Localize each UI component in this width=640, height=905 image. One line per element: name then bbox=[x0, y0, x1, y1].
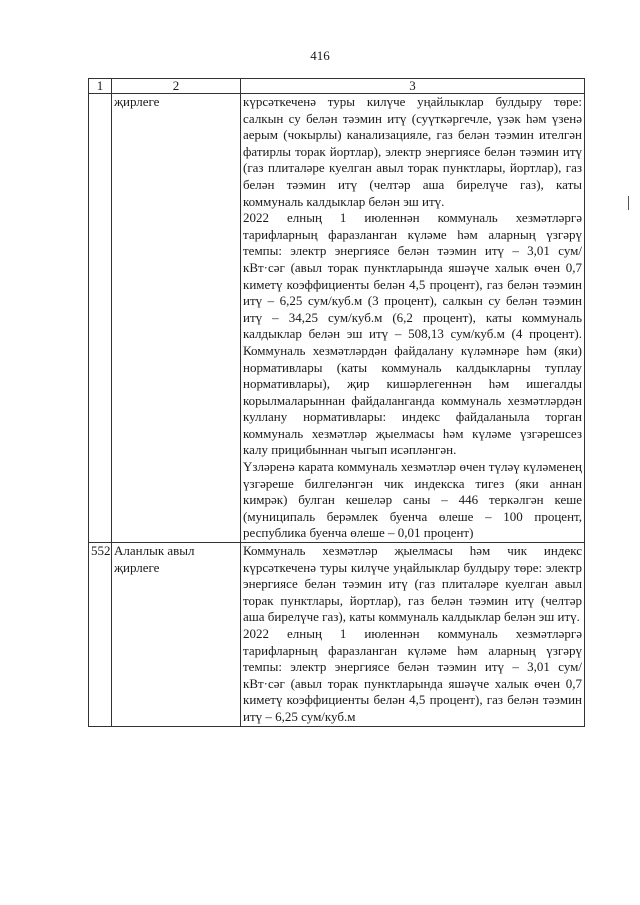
description-paragraph: 2022 елның 1 июленнән коммуналь хезмәтләргә тарифларның фаразланган күләме һәм аларның үзгәрү темпы: электр энергиясе белән тәэмин итү – 3,01 сум/кВт·сәг (авыл торак пунктларында яшәүче халык өчен 0,7 киметү коэффициенты белән 4,5 процент), газ белән тәэмин итү – 6,25 сум/куб.м bbox=[243, 626, 582, 724]
settlement-name: Аланлык авыл җирлеге bbox=[112, 543, 241, 727]
column-header-3: 3 bbox=[241, 79, 585, 94]
column-header-1: 1 bbox=[89, 79, 112, 94]
table-row bbox=[89, 543, 585, 727]
table-header-row bbox=[89, 79, 585, 94]
description-paragraph: күрсәткеченә туры килүче уңайлыклар булдыру төре: салкын су белән тәэмин итү (суүткәргечле, үзәк һәм үзенә аерым (чокырлы) канализацияле, газ белән тәэмин ителгән фатирлы торак йортлар), электр энергиясе белән тәэмин итү (газ плиталәре куелган авыл торак пунктлары, йортлар), газ белән тәэмин итү (челтәр аша бирелүче газ), каты коммуналь калдыклар белән эш итү. bbox=[243, 94, 582, 209]
page-number: 416 bbox=[310, 48, 330, 63]
description-paragraph: 2022 елның 1 июленнән коммуналь хезмәтләргә тарифларның фаразланган күләме һәм аларның үзгәрү темпы: электр энергиясе белән тәэмин итү – 3,01 сум/кВт·сәг (авыл торак пунктларында яшәүче халык өчен 0,7 киметү коэффициенты белән 4,5 процент), газ белән тәэмин итү – 6,25 сум/куб.м (3 процент), салкын су белән тәэмин итү – 34,25 сум/куб.м (6,2 процент), каты коммуналь калдыклар белән эш итү – 508,13 сум/куб.м (4 процент). Коммуналь хезмәтләрдән файдалану күләмнәре һәм (яки) нормативлары (каты коммуналь калдыкларны туплау нормативлары), җир кишәрлегеннән һәм ишегалды корылмаларыннан файдаланганда коммуналь хезмәтләрдән куллану нормативлары: индекс файдаланыла торган коммуналь хезмәтләр җыелмасы һәм күләме үзгәрешсез калу прицибыннан чыгып исәпләнгән. bbox=[243, 210, 582, 458]
description-paragraph: Үзләренә карата коммуналь хезмәтләр өчен түләү күләменең үзгәреше билгеләнгән чик индекска тигез (яки аннан кимрәк) булган кешеләр саны – 446 теркәлгән кеше (муниципаль берәмлек буенча өлеше – 100 процент, республика буенча өлеше – 0,01 процент) bbox=[243, 459, 582, 541]
row-number: 552 bbox=[89, 543, 112, 727]
settlement-name: җирлеге bbox=[112, 94, 241, 543]
description-cell bbox=[241, 94, 585, 543]
description-cell bbox=[241, 543, 585, 727]
document-table bbox=[88, 78, 585, 727]
table-row bbox=[89, 94, 585, 543]
description-paragraph: Коммуналь хезмәтләр җыелмасы һәм чик индекс күрсәткеченә туры килүче уңайлыклар булдыру төре: электр энергиясе белән тәэмин итү (газ плиталәре куелган авыл торак пунктлары, йортлар), газ белән тәэмин итү (челтәр аша бирелүче газ), каты коммуналь калдыклар белән эш итү. bbox=[243, 543, 582, 625]
column-header-2: 2 bbox=[112, 79, 241, 94]
margin-mark bbox=[628, 196, 629, 210]
row-number bbox=[89, 94, 112, 543]
